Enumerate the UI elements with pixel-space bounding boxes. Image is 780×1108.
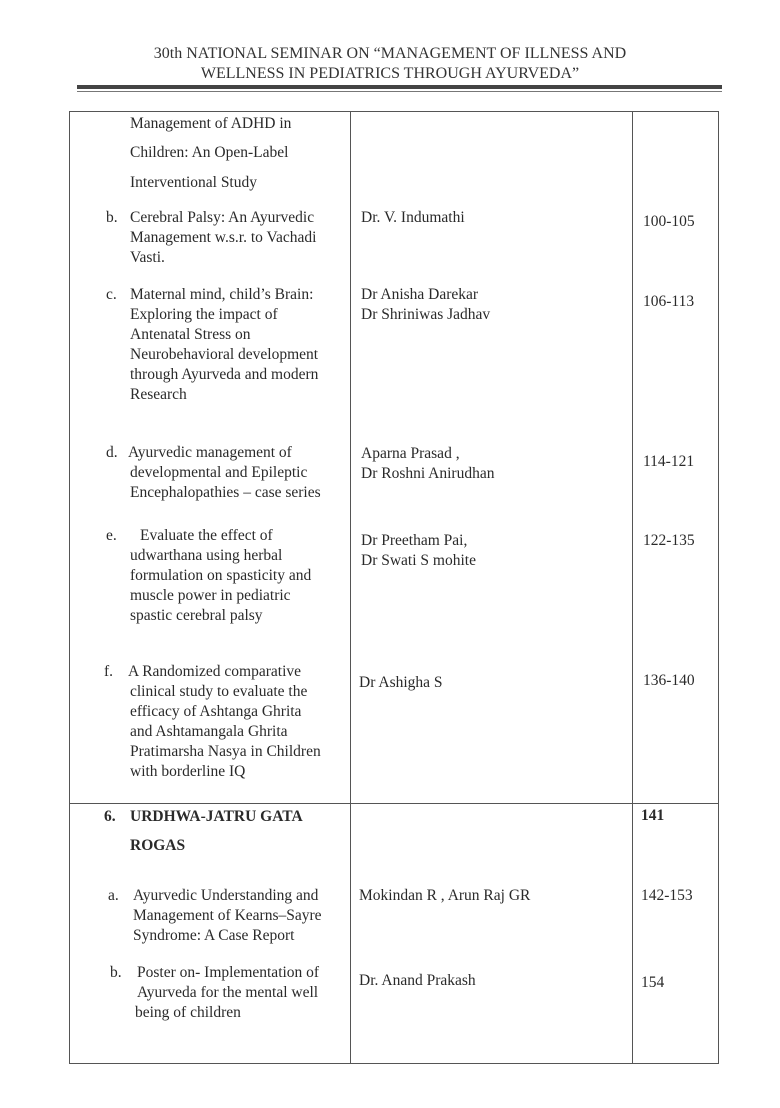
- section-title-line: ROGAS: [130, 837, 186, 854]
- entry-title-line: efficacy of Ashtanga Ghrita: [130, 703, 302, 720]
- entry-title-line: developmental and Epileptic: [130, 464, 308, 481]
- entry-author: Dr. Anand Prakash: [359, 972, 476, 989]
- entry-title-line: Vasti.: [130, 249, 165, 266]
- entry-pages: 142-153: [641, 887, 693, 904]
- entry-title-line: Ayurveda for the mental well: [137, 984, 319, 1001]
- entry-title-line: Exploring the impact of: [130, 306, 278, 323]
- entry-author: Dr Anisha Darekar: [361, 286, 479, 303]
- entry-title-line: udwarthana using herbal: [130, 547, 283, 564]
- entry-label: a.: [108, 887, 119, 904]
- entry-author: Dr Shriniwas Jadhav: [361, 306, 491, 323]
- column-divider-pages: [632, 111, 633, 1064]
- entry-label: f.: [104, 663, 114, 680]
- entry-label: b.: [110, 964, 122, 981]
- entry-label: b.: [106, 209, 118, 226]
- entry-label: c.: [106, 286, 117, 303]
- entry-author: Dr Roshni Anirudhan: [361, 465, 495, 482]
- section-pages: 141: [641, 807, 665, 824]
- entry-title: [130, 526, 346, 626]
- entry-title-line: A Randomized comparative: [128, 663, 302, 680]
- entry-title-line: Antenatal Stress on: [130, 326, 251, 343]
- entry-author: Dr Ashigha S: [359, 674, 443, 691]
- entry-title-line: being of children: [135, 1004, 241, 1021]
- entry-author: Dr. V. Indumathi: [361, 209, 465, 226]
- entry-title-line: Evaluate the effect of: [140, 527, 273, 544]
- entry-title-line: Encephalopathies – case series: [130, 484, 321, 501]
- header-rule-thin: [77, 91, 722, 92]
- entry-pages: 100-105: [643, 213, 695, 230]
- header-line-1: 30th NATIONAL SEMINAR ON “MANAGEMENT OF ILLNESS AND: [153, 45, 627, 62]
- entry-title-line: through Ayurveda and modern: [130, 366, 319, 383]
- entry-title-line: Ayurvedic management of: [128, 444, 292, 461]
- entry-title-line: Management of Kearns–Sayre: [133, 907, 322, 924]
- entry-author: Aparna Prasad ,: [361, 445, 460, 462]
- header-line-2: WELLNESS IN PEDIATRICS THROUGH AYURVEDA”: [200, 65, 580, 82]
- row-divider-section-6: [69, 803, 719, 804]
- entry-pages: 114-121: [643, 453, 695, 470]
- entry-pages: 122-135: [643, 532, 695, 549]
- entry-title-line: Pratimarsha Nasya in Children: [130, 743, 321, 760]
- entry-title-line: Poster on- Implementation of: [137, 964, 320, 981]
- entry-title-line: muscle power in pediatric: [130, 587, 291, 604]
- entry-pages: 136-140: [643, 672, 695, 689]
- section-number: 6.: [104, 808, 116, 825]
- entry-title-line: clinical study to evaluate the: [130, 683, 308, 700]
- entry-title-line: Neurobehavioral development: [130, 346, 319, 363]
- continued-title-line: Interventional Study: [130, 174, 257, 191]
- entry-author: Dr Preetham Pai,: [361, 532, 468, 549]
- entry-title-line: and Ashtamangala Ghrita: [130, 723, 288, 740]
- continued-title-line: Children: An Open-Label: [130, 144, 289, 161]
- entry-author: Mokindan R , Arun Raj GR: [359, 887, 531, 904]
- entry-title-line: Maternal mind, child’s Brain:: [130, 286, 314, 303]
- entry-label: e.: [106, 527, 117, 544]
- entry-title-line: spastic cerebral palsy: [130, 607, 263, 624]
- entry-pages: 106-113: [643, 293, 695, 310]
- entry-title-line: Management w.s.r. to Vachadi: [130, 229, 317, 246]
- entry-label: d.: [106, 444, 118, 461]
- header-rule-thick: [77, 85, 722, 89]
- entry-title: [130, 285, 346, 405]
- entry-author: Dr Swati S mohite: [361, 552, 476, 569]
- section-title-line: URDHWA-JATRU GATA: [130, 808, 303, 825]
- entry-title: [130, 208, 346, 268]
- entry-title-line: Syndrome: A Case Report: [133, 927, 295, 944]
- entry-title-line: formulation on spasticity and: [130, 567, 312, 584]
- entry-title-line: Cerebral Palsy: An Ayurvedic: [130, 209, 315, 226]
- entry-title-line: with borderline IQ: [130, 763, 246, 780]
- column-divider-authors: [350, 111, 351, 1064]
- entry-title-line: Ayurvedic Understanding and: [133, 887, 319, 904]
- continued-title-line: Management of ADHD in: [130, 115, 292, 132]
- entry-title-line: Research: [130, 386, 187, 403]
- page-header: [0, 44, 780, 84]
- entry-pages: 154: [641, 974, 665, 991]
